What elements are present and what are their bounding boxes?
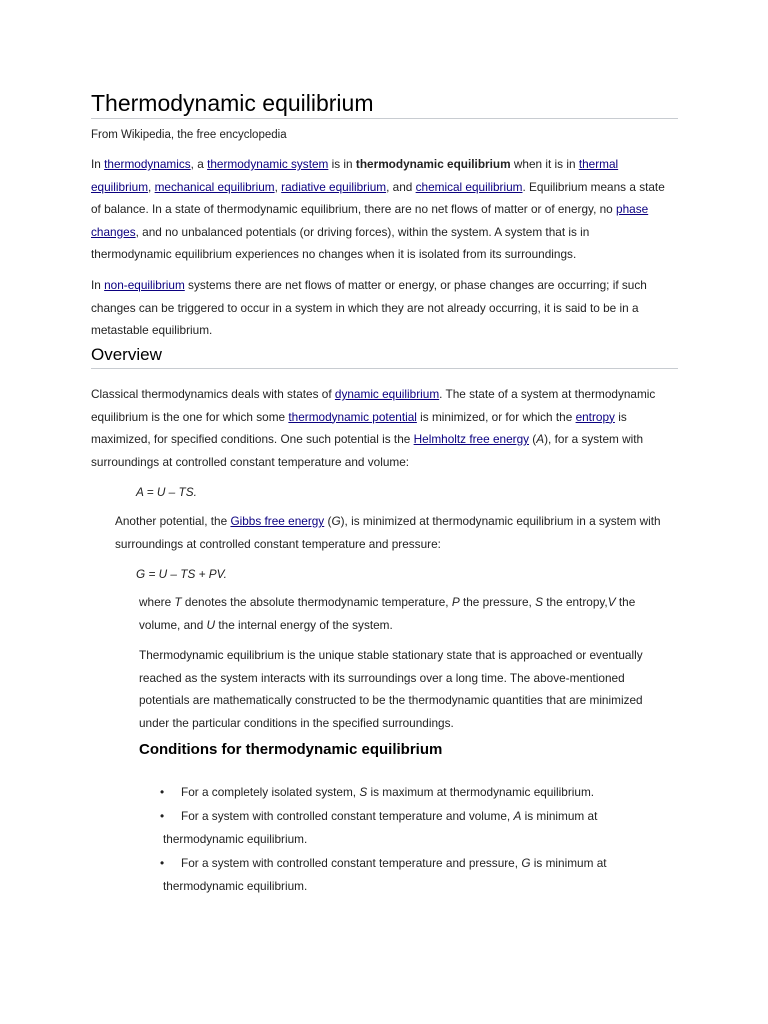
link-radiative-equilibrium[interactable]: radiative equilibrium (281, 179, 387, 194)
link-gibbs-free-energy[interactable]: Gibbs free energy (230, 514, 325, 528)
page-subtitle: From Wikipedia, the free encyclopedia (91, 129, 287, 141)
formula-gibbs: G = U – TS + PV. (136, 567, 227, 581)
overview-paragraph-2: Another potential, the Gibbs free energy (G), is minimized at thermodynamic equilibrium in a system with surroundings at controlled constant temperature and pressure: (115, 514, 661, 551)
overview-paragraph-1: Classical thermodynamics deals with states of dynamic equilibrium. The state of a system at thermodynamic equilibrium is the one for which some thermodynamic potential is minimized, or for which the entropy is maximized, for specified conditions. One such potential is the Helmholtz free energy (A), for a system with surroundings at controlled constant temperature and volume: (91, 387, 656, 469)
bullet-icon: • (160, 808, 165, 823)
bullet-icon: • (160, 785, 165, 799)
link-mechanical-equilibrium[interactable]: mechanical equilibrium (154, 179, 275, 194)
overview-paragraph-3: where T denotes the absolute thermodynamic temperature, P the pressure, S the entropy,V the volume, and U the internal energy of the system. (139, 595, 636, 632)
conditions-list (160, 781, 633, 899)
section-heading-conditions: Conditions for thermodynamic equilibrium (139, 741, 443, 758)
link-phase-changes[interactable]: phase (616, 202, 649, 216)
section-heading-overview: Overview (91, 342, 678, 369)
bold-term: thermodynamic equilibrium (355, 157, 511, 171)
link-phase-changes-cont[interactable]: changes (91, 224, 136, 239)
link-helmholtz-free-energy[interactable]: Helmholtz free energy (413, 432, 530, 446)
list-item: • For a system with controlled constant temperature and pressure, G is minimum at thermodynamic equilibrium. (163, 852, 633, 899)
bullet-icon: • (160, 855, 165, 870)
link-chemical-equilibrium[interactable]: chemical equilibrium (415, 179, 523, 194)
page-title: Thermodynamic equilibrium (91, 88, 678, 119)
link-thermal-equilibrium-cont[interactable]: equilibrium (91, 179, 149, 194)
overview-paragraph-4: Thermodynamic equilibrium is the unique stable stationary state that is approached or eventually reached as the system interacts with its surroundings over a long time. The above-mentioned potentials are mathematically constructed to be the thermodynamic quantities that are minimized under the particular conditions in the specified surroundings. (139, 648, 643, 730)
link-thermodynamics[interactable]: thermodynamics (104, 157, 191, 171)
list-item: • For a system with controlled constant temperature and volume, A is minimum at thermodynamic equilibrium. (163, 805, 633, 852)
link-dynamic-equilibrium[interactable]: dynamic equilibrium (334, 387, 440, 401)
link-thermodynamic-potential[interactable]: thermodynamic potential (288, 409, 417, 424)
link-thermal-equilibrium[interactable]: thermal (578, 157, 619, 171)
link-entropy[interactable]: entropy (575, 409, 615, 424)
link-thermodynamic-system[interactable]: thermodynamic system (207, 157, 329, 171)
list-item: • For a completely isolated system, S is maximum at thermodynamic equilibrium. (163, 781, 633, 805)
formula-helmholtz: A = U – TS. (136, 485, 197, 499)
intro-paragraph-1: In thermodynamics, a thermodynamic system is in thermodynamic equilibrium when it is in thermal equilibrium, mechanical equilibrium, radiative equilibrium, and chemical equilibrium. Equilibrium means a state of balance. In a state of thermodynamic equilibrium, there are no net flows of matter or of energy, no phase changes, and no unbalanced potentials (or driving forces), within the system. A system that is in thermodynamic equilibrium experiences no changes when it is isolated from its surroundings. (91, 157, 665, 261)
link-non-equilibrium[interactable]: non-equilibrium (104, 278, 185, 292)
intro-paragraph-2: In non-equilibrium systems there are net flows of matter or energy, or phase changes are occurring; if such changes can be triggered to occur in a system in which they are not already occurring, it is said to be in a metastable equilibrium. (91, 278, 647, 337)
